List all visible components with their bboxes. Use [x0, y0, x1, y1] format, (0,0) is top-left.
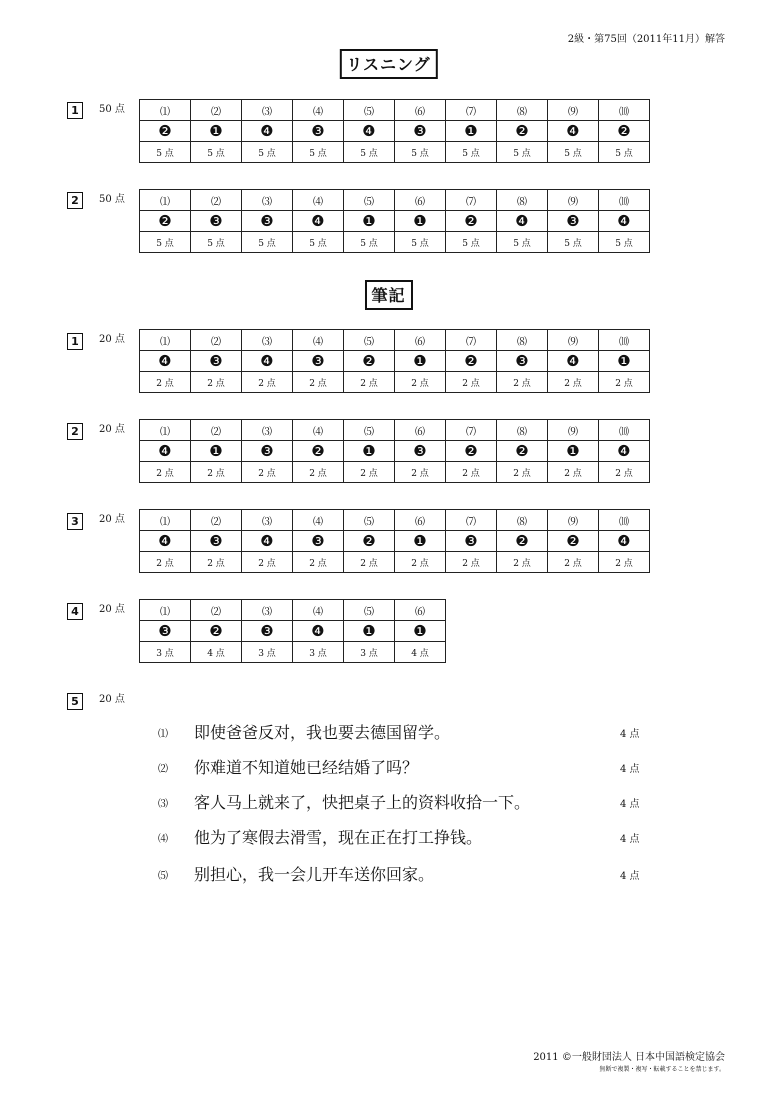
- translation-item-number: ⑸: [158, 871, 168, 882]
- item-points-cell: 2 点: [293, 552, 344, 573]
- answer-cell: ❹: [599, 441, 650, 462]
- translation-item: [158, 790, 658, 814]
- item-points-cell: 2 点: [395, 372, 446, 393]
- item-points-cell: 2 点: [344, 462, 395, 483]
- question-number: 1: [67, 102, 83, 119]
- item-points-row: [140, 642, 446, 663]
- answer-cell: ❸: [293, 531, 344, 552]
- answer-cell: ❸: [293, 121, 344, 142]
- label-cell: ⑴: [140, 190, 191, 211]
- label-cell: ⑸: [344, 510, 395, 531]
- label-row: [140, 420, 650, 441]
- answer-cell: ❷: [293, 441, 344, 462]
- item-points-row: [140, 462, 650, 483]
- answer-cell: ❷: [446, 351, 497, 372]
- writing-section-title: 筆記: [364, 280, 412, 310]
- answer-cell: ❹: [599, 211, 650, 232]
- translation-item-number: ⑷: [158, 834, 168, 845]
- label-cell: ⑵: [191, 510, 242, 531]
- item-points-cell: 2 点: [344, 372, 395, 393]
- answer-cell: ❷: [446, 211, 497, 232]
- listening-section-title: リスニング: [339, 49, 437, 79]
- item-points-cell: 2 点: [293, 372, 344, 393]
- label-cell: ⑵: [191, 330, 242, 351]
- label-cell: ⑻: [497, 510, 548, 531]
- label-cell: ⑼: [548, 190, 599, 211]
- item-points-cell: 4 点: [191, 642, 242, 663]
- translation-item-text: 他为了寒假去滑雪，现在正在打工挣钱。: [194, 828, 483, 847]
- item-points-cell: 2 点: [395, 462, 446, 483]
- translation-item: [158, 755, 658, 779]
- label-cell: ⑸: [344, 420, 395, 441]
- question-number: 4: [67, 603, 83, 620]
- label-cell: ⑷: [293, 330, 344, 351]
- label-cell: ⑻: [497, 190, 548, 211]
- label-cell: ⑹: [395, 510, 446, 531]
- translation-item-text: 客人马上就来了，快把桌子上的资料收拾一下。: [194, 793, 531, 812]
- translation-item-points: 4 点: [620, 871, 640, 882]
- answer-cell: ❷: [140, 121, 191, 142]
- label-cell: ⑽: [599, 190, 650, 211]
- label-cell: ⑺: [446, 510, 497, 531]
- item-points-cell: 2 点: [599, 462, 650, 483]
- answer-cell: ❷: [497, 121, 548, 142]
- answer-cell: ❷: [599, 121, 650, 142]
- answer-cell: ❹: [140, 351, 191, 372]
- label-cell: ⑶: [242, 420, 293, 441]
- translation-item-text: 别担心，我一会儿开车送你回家。: [194, 865, 435, 884]
- answer-cell: ❹: [140, 441, 191, 462]
- item-points-row: [140, 142, 650, 163]
- answer-row: [140, 121, 650, 142]
- item-points-row: [140, 552, 650, 573]
- answer-cell: ❹: [497, 211, 548, 232]
- answer-cell: ❹: [548, 351, 599, 372]
- label-cell: ⑹: [395, 420, 446, 441]
- answer-cell: ❶: [191, 121, 242, 142]
- answer-cell: ❶: [344, 441, 395, 462]
- question-points: 20 点: [99, 514, 125, 525]
- item-points-cell: 2 点: [395, 552, 446, 573]
- item-points-cell: 5 点: [191, 232, 242, 253]
- translation-item-text: 即使爸爸反对，我也要去德国留学。: [194, 723, 451, 742]
- answer-cell: ❶: [599, 351, 650, 372]
- question-number: 1: [67, 333, 83, 350]
- label-cell: ⑸: [344, 190, 395, 211]
- translation-item-text: 你难道不知道她已经结婚了吗？: [194, 758, 419, 777]
- label-cell: ⑷: [293, 600, 344, 621]
- translation-item-number: ⑶: [158, 799, 168, 810]
- label-cell: ⑶: [242, 190, 293, 211]
- item-points-cell: 5 点: [140, 232, 191, 253]
- label-cell: ⑹: [395, 330, 446, 351]
- answer-cell: ❷: [191, 621, 242, 642]
- label-cell: ⑶: [242, 330, 293, 351]
- item-points-cell: 5 点: [497, 142, 548, 163]
- label-cell: ⑹: [395, 190, 446, 211]
- item-points-cell: 4 点: [395, 642, 446, 663]
- item-points-cell: 2 点: [548, 552, 599, 573]
- answer-cell: ❹: [344, 121, 395, 142]
- item-points-cell: 2 点: [140, 552, 191, 573]
- answer-cell: ❶: [548, 441, 599, 462]
- label-cell: ⑺: [446, 100, 497, 121]
- answer-table: [139, 509, 650, 573]
- answer-row: [140, 621, 446, 642]
- translation-item-points: 4 点: [620, 834, 640, 845]
- answer-cell: ❸: [293, 351, 344, 372]
- label-row: [140, 600, 446, 621]
- item-points-cell: 2 点: [140, 462, 191, 483]
- item-points-cell: 5 点: [548, 142, 599, 163]
- answer-cell: ❹: [293, 621, 344, 642]
- label-cell: ⑷: [293, 420, 344, 441]
- label-cell: ⑽: [599, 420, 650, 441]
- label-cell: ⑷: [293, 100, 344, 121]
- translation-item-number: ⑴: [158, 729, 168, 740]
- footer: [533, 1048, 725, 1073]
- item-points-row: [140, 232, 650, 253]
- answer-cell: ❷: [548, 531, 599, 552]
- answer-cell: ❸: [242, 211, 293, 232]
- item-points-cell: 3 点: [344, 642, 395, 663]
- label-cell: ⑹: [395, 100, 446, 121]
- label-cell: ⑽: [599, 330, 650, 351]
- label-cell: ⑶: [242, 100, 293, 121]
- item-points-cell: 5 点: [599, 232, 650, 253]
- item-points-cell: 3 点: [140, 642, 191, 663]
- item-points-cell: 5 点: [395, 142, 446, 163]
- translation-item-number: ⑵: [158, 764, 168, 775]
- answer-cell: ❷: [497, 441, 548, 462]
- answer-cell: ❹: [599, 531, 650, 552]
- label-cell: ⑵: [191, 190, 242, 211]
- footer-copyright: 2011 ©一般財団法人 日本中国語検定協会: [533, 1052, 725, 1063]
- item-points-cell: 2 点: [446, 372, 497, 393]
- translation-item: [158, 825, 658, 849]
- item-points-cell: 2 点: [191, 552, 242, 573]
- label-cell: ⑼: [548, 330, 599, 351]
- answer-cell: ❹: [293, 211, 344, 232]
- answer-row: [140, 441, 650, 462]
- item-points-cell: 2 点: [344, 552, 395, 573]
- item-points-cell: 2 点: [599, 552, 650, 573]
- label-cell: ⑵: [191, 420, 242, 441]
- item-points-cell: 2 点: [446, 552, 497, 573]
- label-cell: ⑺: [446, 190, 497, 211]
- answer-cell: ❷: [344, 531, 395, 552]
- answer-table: [139, 189, 650, 253]
- item-points-cell: 2 点: [293, 462, 344, 483]
- label-row: [140, 510, 650, 531]
- label-cell: ⑴: [140, 420, 191, 441]
- item-points-cell: 2 点: [497, 372, 548, 393]
- answer-table: [139, 419, 650, 483]
- question-points: 50 点: [99, 194, 125, 205]
- item-points-cell: 5 点: [191, 142, 242, 163]
- answer-cell: ❸: [191, 211, 242, 232]
- question-points: 20 点: [99, 694, 125, 705]
- label-cell: ⑻: [497, 330, 548, 351]
- answer-cell: ❸: [191, 531, 242, 552]
- label-cell: ⑻: [497, 420, 548, 441]
- label-cell: ⑽: [599, 510, 650, 531]
- item-points-cell: 2 点: [548, 462, 599, 483]
- answer-cell: ❶: [395, 621, 446, 642]
- label-cell: ⑼: [548, 510, 599, 531]
- answer-cell: ❷: [497, 531, 548, 552]
- item-points-cell: 2 点: [242, 372, 293, 393]
- item-points-cell: 2 点: [242, 462, 293, 483]
- item-points-cell: 2 点: [497, 552, 548, 573]
- answer-cell: ❶: [395, 531, 446, 552]
- item-points-cell: 2 点: [446, 462, 497, 483]
- answer-row: [140, 351, 650, 372]
- item-points-cell: 5 点: [497, 232, 548, 253]
- answer-cell: ❹: [242, 531, 293, 552]
- question-points: 20 点: [99, 334, 125, 345]
- item-points-cell: 5 点: [242, 142, 293, 163]
- answer-cell: ❶: [344, 211, 395, 232]
- item-points-cell: 5 点: [395, 232, 446, 253]
- label-cell: ⑽: [599, 100, 650, 121]
- item-points-cell: 5 点: [548, 232, 599, 253]
- label-cell: ⑻: [497, 100, 548, 121]
- label-cell: ⑶: [242, 600, 293, 621]
- item-points-cell: 2 点: [191, 462, 242, 483]
- item-points-cell: 5 点: [446, 232, 497, 253]
- answer-cell: ❶: [344, 621, 395, 642]
- answer-cell: ❷: [344, 351, 395, 372]
- item-points-cell: 2 点: [548, 372, 599, 393]
- item-points-cell: 5 点: [446, 142, 497, 163]
- answer-cell: ❹: [242, 121, 293, 142]
- item-points-cell: 5 点: [293, 142, 344, 163]
- translation-item-points: 4 点: [620, 729, 640, 740]
- answer-cell: ❷: [140, 211, 191, 232]
- answer-cell: ❸: [242, 441, 293, 462]
- label-cell: ⑼: [548, 100, 599, 121]
- label-cell: ⑸: [344, 600, 395, 621]
- answer-table: [139, 329, 650, 393]
- item-points-cell: 5 点: [293, 232, 344, 253]
- header-level-info: 2級・第75回（2011年11月）解答: [567, 34, 725, 45]
- question-number: 3: [67, 513, 83, 530]
- footer-notice: 無断で複製・複写・転載することを禁じます。: [599, 1066, 725, 1073]
- answer-cell: ❸: [242, 621, 293, 642]
- question-number: 5: [67, 693, 83, 710]
- answer-row: [140, 211, 650, 232]
- item-points-cell: 5 点: [242, 232, 293, 253]
- label-cell: ⑴: [140, 600, 191, 621]
- label-cell: ⑸: [344, 330, 395, 351]
- item-points-cell: 3 点: [242, 642, 293, 663]
- question-points: 50 点: [99, 104, 125, 115]
- answer-cell: ❹: [242, 351, 293, 372]
- item-points-cell: 2 点: [599, 372, 650, 393]
- answer-cell: ❸: [140, 621, 191, 642]
- answer-table: [139, 599, 446, 663]
- item-points-cell: 2 点: [140, 372, 191, 393]
- item-points-row: [140, 372, 650, 393]
- label-cell: ⑶: [242, 510, 293, 531]
- answer-cell: ❷: [446, 441, 497, 462]
- item-points-cell: 2 点: [242, 552, 293, 573]
- answer-cell: ❶: [395, 351, 446, 372]
- answer-table: [139, 99, 650, 163]
- item-points-cell: 5 点: [344, 232, 395, 253]
- question-points: 20 点: [99, 604, 125, 615]
- item-points-cell: 5 点: [344, 142, 395, 163]
- answer-row: [140, 531, 650, 552]
- label-row: [140, 100, 650, 121]
- answer-cell: ❶: [395, 211, 446, 232]
- label-cell: ⑵: [191, 100, 242, 121]
- label-cell: ⑴: [140, 510, 191, 531]
- answer-cell: ❸: [446, 531, 497, 552]
- label-row: [140, 330, 650, 351]
- label-cell: ⑸: [344, 100, 395, 121]
- answer-cell: ❸: [191, 351, 242, 372]
- question-number: 2: [67, 423, 83, 440]
- label-cell: ⑴: [140, 330, 191, 351]
- answer-cell: ❹: [140, 531, 191, 552]
- answer-cell: ❸: [548, 211, 599, 232]
- label-cell: ⑴: [140, 100, 191, 121]
- answer-cell: ❹: [548, 121, 599, 142]
- label-row: [140, 190, 650, 211]
- label-cell: ⑷: [293, 510, 344, 531]
- answer-cell: ❸: [395, 441, 446, 462]
- label-cell: ⑺: [446, 420, 497, 441]
- label-cell: ⑼: [548, 420, 599, 441]
- item-points-cell: 2 点: [191, 372, 242, 393]
- label-cell: ⑹: [395, 600, 446, 621]
- answer-cell: ❸: [497, 351, 548, 372]
- question-number: 2: [67, 192, 83, 209]
- label-cell: ⑺: [446, 330, 497, 351]
- label-cell: ⑵: [191, 600, 242, 621]
- item-points-cell: 3 点: [293, 642, 344, 663]
- translation-item: [158, 720, 658, 744]
- translation-item-points: 4 点: [620, 764, 640, 775]
- answer-cell: ❶: [191, 441, 242, 462]
- item-points-cell: 5 点: [140, 142, 191, 163]
- answer-cell: ❶: [446, 121, 497, 142]
- item-points-cell: 5 点: [599, 142, 650, 163]
- item-points-cell: 2 点: [497, 462, 548, 483]
- answer-cell: ❸: [395, 121, 446, 142]
- label-cell: ⑷: [293, 190, 344, 211]
- question-points: 20 点: [99, 424, 125, 435]
- translation-item-points: 4 点: [620, 799, 640, 810]
- translation-item: [158, 862, 658, 886]
